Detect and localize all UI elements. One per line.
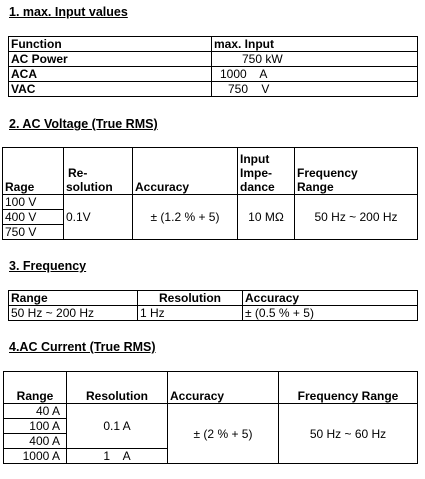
frequency-cell: 50 Hz ~ 200 Hz [295, 195, 418, 240]
range-cell: 400 V [3, 210, 64, 225]
range-cell: 40 A [4, 404, 67, 419]
frequency-table [8, 290, 418, 321]
section-4-title: 4.AC Current (True RMS) [9, 340, 156, 354]
max-input-table [8, 36, 418, 97]
frequency-cell: 50 Hz ~ 60 Hz [279, 404, 418, 464]
table-row [9, 52, 418, 67]
section-3-title: 3. Frequency [9, 259, 87, 273]
function-cell: ACA [9, 67, 212, 82]
header-impedance: Input Impe- dance [238, 148, 295, 195]
table-header-row [9, 291, 418, 306]
header-range: Range [4, 372, 67, 404]
impedance-cell: 10 MΩ [238, 195, 295, 240]
header-resolution: Resolution [67, 372, 168, 404]
header-accuracy: Accuracy [243, 291, 418, 306]
header-accuracy: Accuracy [133, 148, 238, 195]
header-resolution: Resolution [138, 291, 243, 306]
function-cell: VAC [9, 82, 212, 97]
table-header-row [3, 148, 418, 195]
resolution-cell: 1 A [67, 449, 168, 464]
ac-current-table [3, 371, 418, 464]
max-input-cell: 750 kW [212, 52, 418, 67]
header-range: Rage [3, 148, 64, 195]
function-cell: AC Power [9, 52, 212, 67]
range-cell: 50 Hz ~ 200 Hz [9, 306, 138, 321]
table-row [9, 82, 418, 97]
resolution-cell: 0.1 A [67, 404, 168, 449]
max-input-cell: 1000 A [212, 67, 418, 82]
header-function: Function [9, 37, 212, 52]
range-cell: 1000 A [4, 449, 67, 464]
section-2-title: 2. AC Voltage (True RMS) [9, 117, 158, 131]
ac-voltage-table [2, 147, 418, 240]
table-row [4, 404, 418, 419]
accuracy-cell: ± (1.2 % + 5) [133, 195, 238, 240]
range-cell: 100 A [4, 419, 67, 434]
header-frequency-range: Frequency Range [279, 372, 418, 404]
accuracy-cell: ± (2 % + 5) [168, 404, 279, 464]
range-cell: 750 V [3, 225, 64, 240]
table-row [9, 306, 418, 321]
resolution-cell: 1 Hz [138, 306, 243, 321]
accuracy-cell: ± (0.5 % + 5) [243, 306, 418, 321]
resolution-cell: 0.1V [64, 195, 133, 240]
header-frequency-range: Frequency Range [295, 148, 418, 195]
section-1-title: 1. max. Input values [9, 5, 128, 19]
range-cell: 100 V [3, 195, 64, 210]
header-range: Range [9, 291, 138, 306]
range-cell: 400 A [4, 434, 67, 449]
header-max-input: max. Input [212, 37, 418, 52]
table-header-row [4, 372, 418, 404]
table-header-row [9, 37, 418, 52]
table-row [3, 195, 418, 210]
max-input-cell: 750 V [212, 82, 418, 97]
header-accuracy: Accuracy [168, 372, 279, 404]
table-row [9, 67, 418, 82]
header-resolution: Re- solution [64, 148, 133, 195]
